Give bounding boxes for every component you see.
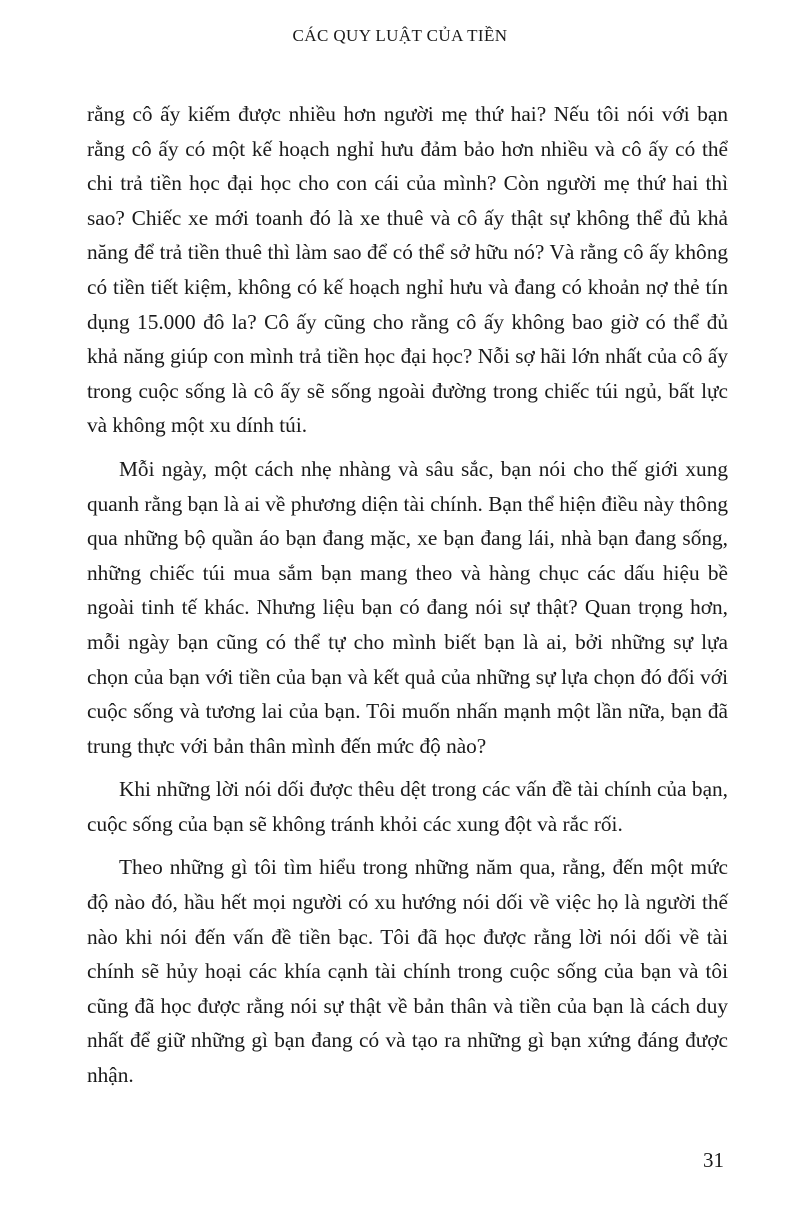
paragraph: Theo những gì tôi tìm hiểu trong những năm qua, rằng, đến một mức độ nào đó, hầu hết mọi người có xu hướng nói dối về việc họ là người thế nào khi nói đến vấn đề tiền bạc. Tôi đã học được rằng lời nói dối về tài chính sẽ hủy hoại các khía cạnh tài chính trong cuộc sống của bạn và tôi cũng đã học được rằng nói sự thật về bản thân và tiền của bạn là cách duy nhất để giữ những gì bạn đang có và tạo ra những gì bạn xứng đáng được nhận. (87, 855, 728, 1088)
running-head-title: CÁC QUY LUẬT CỦA TIỀN (292, 26, 508, 45)
paragraph: Khi những lời nói dối được thêu dệt trong các vấn đề tài chính của bạn, cuộc sống của bạn sẽ không tránh khỏi các xung đột và rắc rối. (87, 777, 728, 836)
paragraph-continued: rằng cô ấy kiếm được nhiều hơn người mẹ thứ hai? Nếu tôi nói với bạn rằng cô ấy có một kế hoạch nghỉ hưu đảm bảo hơn nhiều và cô ấy có thể chi trả tiền học đại học cho con cái của mình? Còn người mẹ thứ hai thì sao? Chiếc xe mới toanh đó là xe thuê và cô ấy thật sự không thể đủ khả năng để trả tiền thuê thì làm sao để có thể sở hữu nó? Và rằng cô ấy không có tiền tiết kiệm, không có kế hoạch nghỉ hưu và đang có khoản nợ thẻ tín dụng 15.000 đô la? Cô ấy cũng cho rằng cô ấy không bao giờ có thể đủ khả năng giúp con mình trả tiền học đại học? Nỗi sợ hãi lớn nhất của cô ấy trong cuộc sống là cô ấy sẽ sống ngoài đường trong chiếc túi ngủ, bất lực và không một xu dính túi. (87, 102, 728, 438)
paragraph: Mỗi ngày, một cách nhẹ nhàng và sâu sắc, bạn nói cho thế giới xung quanh rằng bạn là ai về phương diện tài chính. Bạn thể hiện điều này thông qua những bộ quần áo bạn đang mặc, xe bạn đang lái, nhà bạn đang sống, những chiếc túi mua sắm bạn mang theo và hàng chục các dấu hiệu bề ngoài tinh tế khác. Nhưng liệu bạn có đang nói sự thật? Quan trọng hơn, mỗi ngày bạn cũng có thể tự cho mình biết bạn là ai, bởi những sự lựa chọn của bạn với tiền của bạn và kết quả của những sự lựa chọn đó đối với cuộc sống và tương lai của bạn. Tôi muốn nhấn mạnh một lần nữa, bạn đã trung thực với bản thân mình đến mức độ nào? (87, 456, 728, 758)
body-text (87, 97, 728, 1102)
page-number: 31 (703, 1148, 724, 1172)
